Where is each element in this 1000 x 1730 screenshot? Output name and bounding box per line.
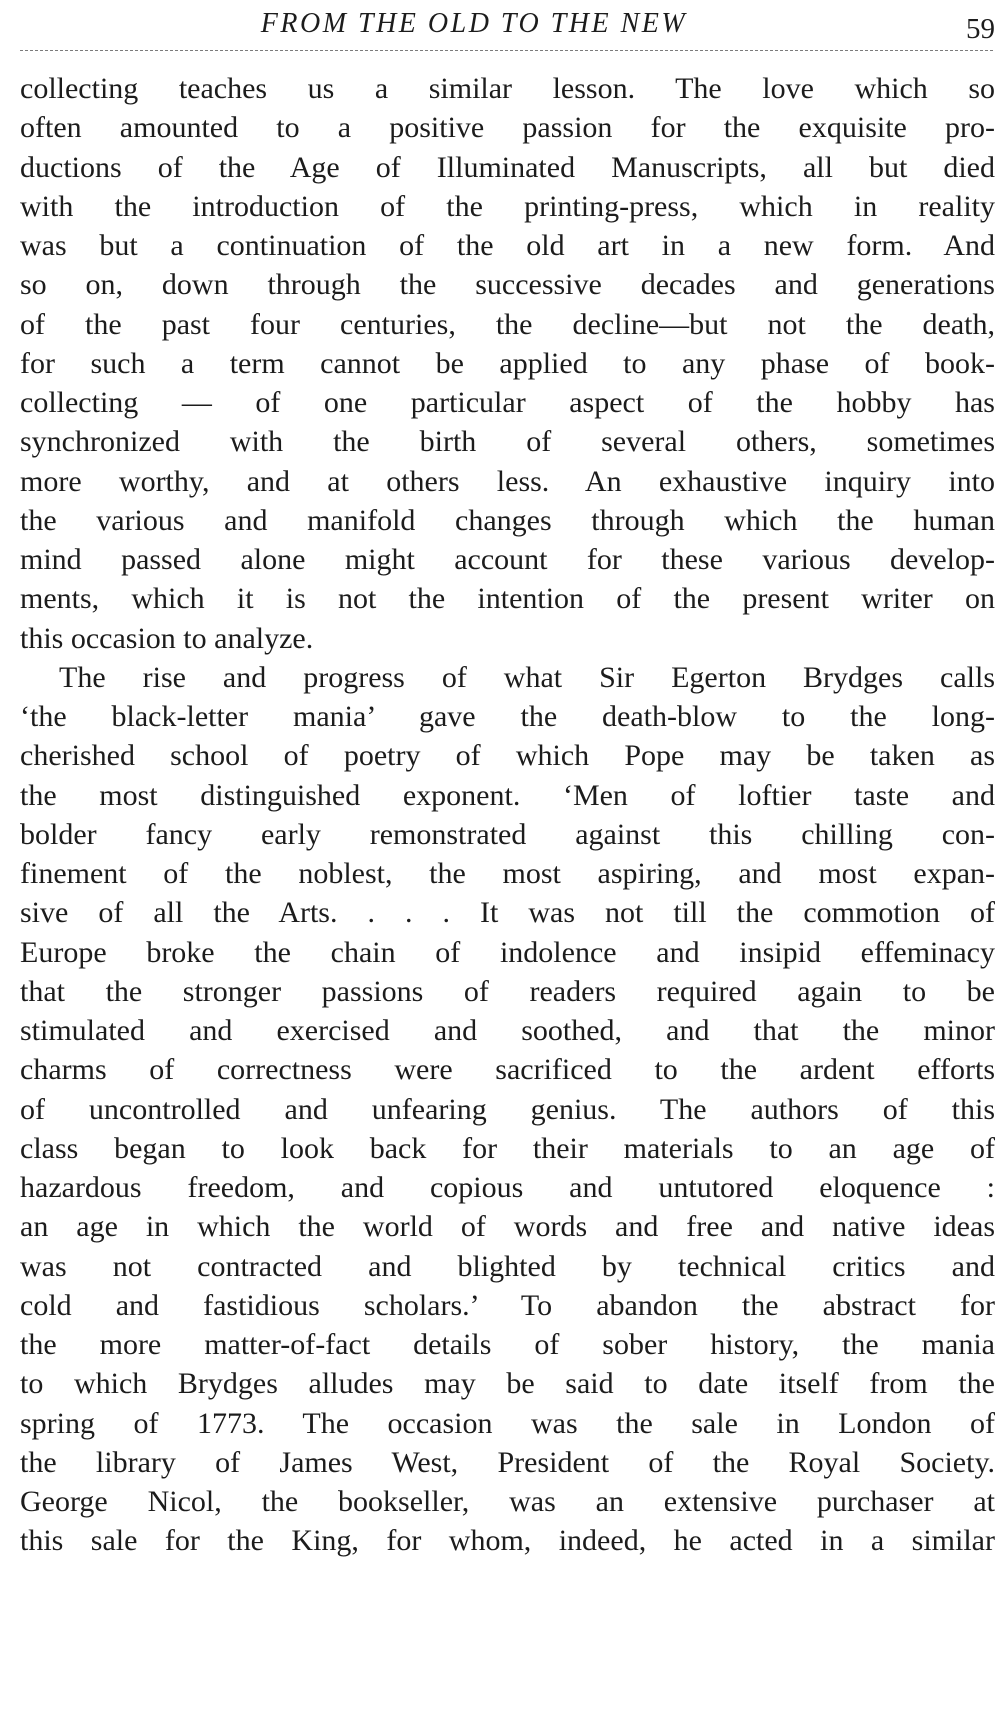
running-title: FROM THE OLD TO THE NEW <box>260 8 688 39</box>
text-line: this sale for the King, for whom, indeed, he acted in a similar <box>20 1524 995 1558</box>
text-line: ments, which it is not the intention of the present writer on <box>20 582 995 616</box>
text-line: ductions of the Age of Illuminated Manuscripts, all but died <box>20 150 995 184</box>
text-line: class began to look back for their materials to an age of <box>20 1131 995 1165</box>
text-line: so on, down through the successive decades and generations <box>20 268 995 302</box>
body-text <box>20 69 995 1561</box>
text-line: Europe broke the chain of indolence and insipid effeminacy <box>20 935 995 969</box>
text-line: the library of James West, President of the Royal Society. <box>20 1445 995 1479</box>
paragraph-end-line: this occasion to analyze. <box>20 621 314 655</box>
text-line: often amounted to a positive passion for the exquisite pro- <box>20 111 995 145</box>
text-line: was but a continuation of the old art in a new form. And <box>20 229 995 262</box>
text-line: sive of all the Arts. . . . It was not till the commotion of <box>20 896 995 930</box>
text-line: cherished school of poetry of which Pope may be taken as <box>20 739 995 773</box>
text-line: the various and manifold changes through which the human <box>20 503 995 537</box>
running-head <box>20 4 995 50</box>
text-line: hazardous freedom, and copious and untutored eloquence : <box>20 1171 995 1204</box>
paragraph-first-line: The rise and progress of what Sir Egerton Brydges calls <box>59 660 995 694</box>
text-line: ‘the black-letter mania’ gave the death-blow to the long- <box>20 700 995 733</box>
text-line: for such a term cannot be applied to any phase of book- <box>20 346 995 380</box>
text-line: George Nicol, the bookseller, was an extensive purchaser at <box>20 1485 995 1518</box>
text-line: an age in which the world of words and free and native ideas <box>20 1210 995 1244</box>
text-line: mind passed alone might account for these various develop- <box>20 543 995 576</box>
text-line: that the stronger passions of readers required again to be <box>20 974 995 1008</box>
text-line: collecting — of one particular aspect of the hobby has <box>20 386 995 419</box>
text-line: the more matter-of-fact details of sober history, the mania <box>20 1328 995 1361</box>
page-number: 59 <box>966 13 995 45</box>
text-line: cold and fastidious scholars.’ To abandon the abstract for <box>20 1288 995 1322</box>
text-line: finement of the noblest, the most aspiring, and most expan- <box>20 857 995 890</box>
header-rule <box>20 50 993 51</box>
text-line: was not contracted and blighted by technical critics and <box>20 1249 995 1283</box>
text-line: stimulated and exercised and soothed, and that the minor <box>20 1014 995 1047</box>
text-line: of the past four centuries, the decline—but not the death, <box>20 307 995 341</box>
text-line: spring of 1773. The occasion was the sale in London of <box>20 1406 995 1440</box>
text-line: more worthy, and at others less. An exhaustive inquiry into <box>20 464 995 498</box>
text-line: the most distinguished exponent. ‘Men of loftier taste and <box>20 778 995 812</box>
text-line: to which Brydges alludes may be said to date itself from the <box>20 1367 995 1401</box>
text-line: collecting teaches us a similar lesson. The love which so <box>20 72 995 105</box>
text-line: charms of correctness were sacrificed to the ardent efforts <box>20 1053 995 1087</box>
text-line: synchronized with the birth of several others, sometimes <box>20 425 995 459</box>
text-line: bolder fancy early remonstrated against this chilling con- <box>20 817 995 851</box>
text-line: of uncontrolled and unfearing genius. The authors of this <box>20 1092 995 1126</box>
text-line: with the introduction of the printing-press, which in reality <box>20 189 995 223</box>
